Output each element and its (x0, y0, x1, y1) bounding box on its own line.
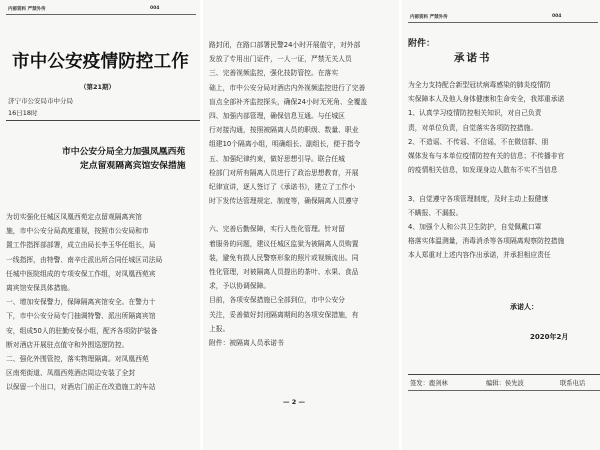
body-text-line: 五、加强纪律约束，做好思想引导。联合任城 (209, 154, 345, 163)
article-body-continued (209, 38, 367, 350)
body-text-line: 区南苑街道、凤凰西苑酒店周边安装了全封 (6, 369, 136, 378)
pledge-title: 承诺书 (454, 52, 492, 64)
body-text-line: 路封闭，在路口部署民警24小时开展值守，对外部 (209, 41, 361, 49)
pledge-text-line: 2、不造谣、不传谣、不信谣，不在微信群、朋 (408, 137, 549, 146)
pledge-body (408, 78, 564, 262)
body-text-line: 离宾馆安保具体措施。 (6, 283, 74, 292)
body-text-line: 目前，各项安保措施已全部到位，市中公安分 (209, 296, 345, 305)
pledge-text-line: 实保障本人及他人身体健康和生命安全，我郑重承诺 (408, 95, 565, 104)
pledge-text-line (408, 177, 564, 191)
compiled-by: 编辑：侯先波 (486, 380, 524, 387)
body-text-line: 盲点全部补齐监控探头，确保24小时无死角、全覆盖 (209, 97, 368, 106)
classification-label: 内部资料 严禁外传 (8, 7, 46, 12)
document-page-1 (0, 0, 200, 450)
issued-by: 签发：鹿剑林 (410, 380, 448, 387)
pledge-text-line: 不瞒报、不漏报。 (408, 208, 463, 217)
body-text-line: 附件：被隔离人员承诺书 (209, 338, 284, 347)
body-text-line: 求，予以协调保障。 (209, 282, 271, 291)
pledge-text-line: 的疫情相关信息，如发现身边人散布不实不当信息 (408, 166, 558, 175)
pledge-text-line: 4、加强个人和公共卫生防护，自觉佩戴口罩 (408, 222, 542, 231)
pledge-text-line: 1、认真学习疫情防控相关知识，对自己负责 (408, 109, 542, 118)
body-text-line: 六、完善后勤保障，实行人性化管理。针对留 (209, 225, 345, 234)
body-text-line: 纪律宣讲，逐人签订了《承诺书》，建立了工作小 (209, 182, 356, 191)
pledge-text-line: 责，对单位负责，自觉落实各项防控措施。 (408, 123, 538, 132)
article-heading-line-1: 市中公安分局全力加强凤凰西苑 (62, 147, 186, 157)
pledge-text-line: 3、自觉遵守各项管理制度，及时主动上报健康 (408, 194, 549, 203)
footer-rule-bottom (408, 390, 600, 391)
body-text-line: 四、加强内部管理，确保信息互通。与任城区 (209, 111, 345, 120)
body-text-line: 装，避免有损人民警察形象的照片或视频流出。同 (209, 253, 359, 262)
body-text-line: 置工作指挥部部署，成立由局长李玉华任组长，局 (6, 241, 156, 250)
body-text-line: 任城中医院组成的专项安保工作组，对凤凰西苑宾 (6, 269, 156, 278)
page-number: — 2 — (283, 398, 306, 406)
article-body (6, 210, 162, 394)
bulletin-title: 市中公安疫情防控工作 (12, 52, 189, 72)
body-text-line: 着服务的问题，建议任城区监狱为被隔离人员购置 (209, 239, 359, 248)
issue-number: （第21期） (80, 83, 116, 91)
body-text-line: 为切实强化任城区凤凰西苑定点留观隔离宾馆 (6, 213, 142, 221)
body-text-line: 时下发传达管理规定、制度等，确保隔离人员遵守 (209, 197, 359, 206)
body-text-line: 施，市中公安分局高度重视，按照市公安局和市 (6, 227, 149, 236)
pledge-text-line: 格落实体温测量，消毒消杀等各项隔离观察防控措施 (408, 237, 565, 246)
document-page-2 (203, 0, 399, 450)
body-text-line: 性化管理，对被隔离人员提出的茶叶、水果、食品 (209, 268, 359, 276)
body-text-line: 以保留一个出口，对酒店门前正在改造施工的车站 (6, 383, 156, 392)
footer-rule-top (408, 374, 600, 375)
body-text-line: 上报。 (209, 324, 230, 333)
body-text-line: 发放了专用出门证件，一人一证，严禁无关人员 (209, 55, 352, 64)
body-text-line: 检部门对所有隔离人员进行了政治思想教育，开展 (209, 168, 359, 177)
pledge-text-line: 为全力支持配合新型冠状病毒感染的肺炎疫情防 (408, 81, 551, 89)
document-code: 004 (150, 6, 160, 11)
title-rule (6, 120, 200, 121)
body-text-line: 关注，妥善做好封闭隔离期间的各项安保措施，有 (209, 310, 359, 319)
pledge-text-line: 本人郑重对上述内容作出承诺，并承担相应责任 (408, 251, 551, 260)
body-text-line: 组建10个隔离小组，明确组长、副组长，便于指令 (209, 140, 361, 149)
header-rule (6, 14, 196, 15)
issuing-org: 济宁市公安局市中分局 (8, 97, 73, 105)
body-text-line: 一线指挥，由特警、南辛庄派出所合同任城区司法局 (6, 255, 163, 264)
body-text-line: 一、增加安保警力，保障隔离宾馆安全。在警力十 (6, 298, 156, 307)
document-page-3 (402, 0, 600, 450)
signer-label: 承诺人： (510, 303, 538, 311)
contact-phone: 联系电话 (560, 380, 586, 387)
body-text-line: 行对接沟通，按照被隔离人员的职级、数量、职业 (209, 126, 359, 135)
article-heading-line-2: 定点留观隔离宾馆安保措施 (80, 161, 186, 171)
attachment-label: 附件： (408, 39, 436, 49)
header-rule (408, 22, 598, 23)
body-text-line: 三、完善视频监控，强化技防管控。在落实 (209, 69, 339, 78)
issue-date: 16日18时 (8, 109, 38, 117)
pledge-date: 2020年2月 (530, 333, 569, 341)
document-code: 004 (552, 14, 562, 19)
pledge-text-line: 媒体发布与本单位疫情防控有关的信息；不传播非官 (408, 151, 565, 160)
body-text-line: 下，市中公安分局专门抽调特警、派出所隔离宾馆 (6, 312, 156, 321)
body-text-line: 二、强化外围管控，落实物理隔离。对凤凰西苑 (6, 354, 149, 363)
classification-label: 内部资料 严禁外传 (410, 15, 448, 20)
body-text-line: 础上，市中公安分局对酒店内外视频监控进行了完善 (209, 83, 366, 92)
body-text-line (209, 208, 367, 222)
body-text-line: 安，组成50人的驻勤安保小组，配齐各项防护装备 (6, 326, 158, 335)
body-text-line: 断对酒店开展驻点值守和外围巡逻防控。 (6, 340, 129, 349)
